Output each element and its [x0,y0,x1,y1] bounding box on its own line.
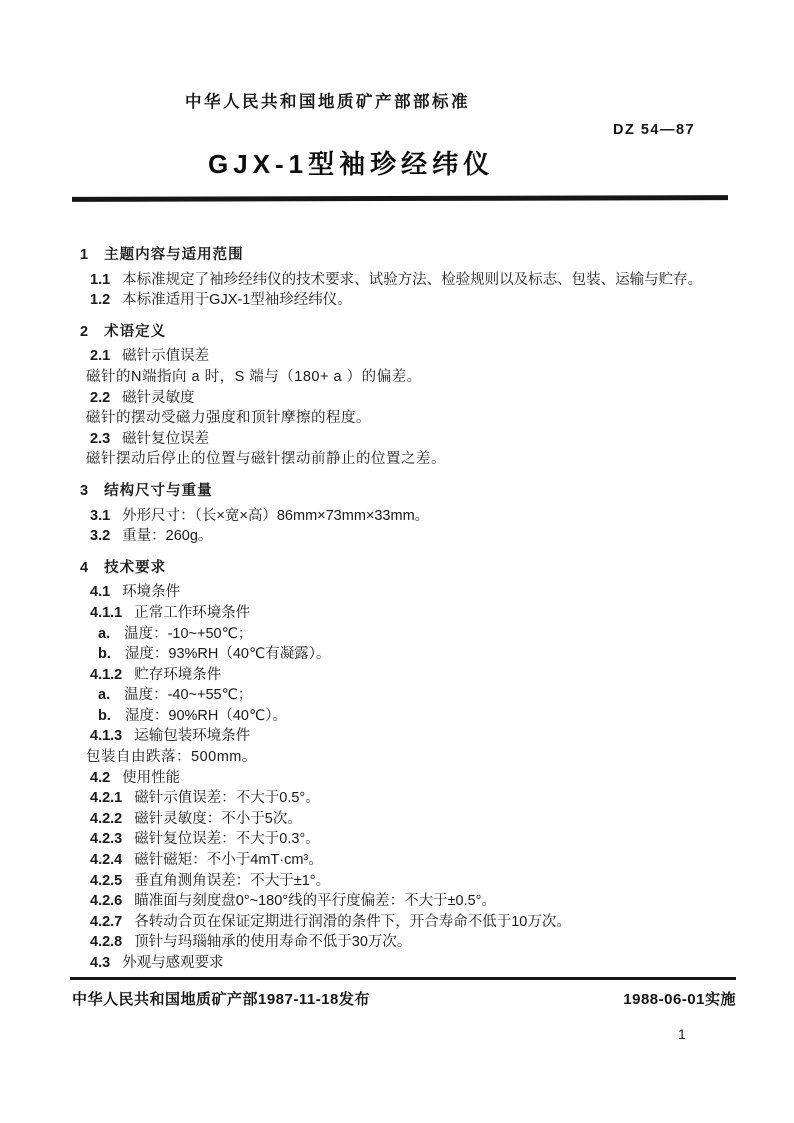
clause-number: 4.2.3 [90,831,123,848]
clause-text: 本标准适用于GJX-1型袖珍经纬仪。 [122,292,352,309]
clause-text: 顶针与玛瑙轴承的使用寿命不低于30万次。 [134,934,412,951]
clause-number: 4.1 [90,584,111,601]
clause-number: 3.1 [90,507,111,524]
section-item [90,582,728,603]
clause-text: 湿度：93%RH（40℃有凝露）。 [124,646,331,663]
clause-text: 术语定义 [104,323,167,340]
clause-text: 磁针灵敏度 [122,389,195,406]
section-item [90,526,728,547]
clause-number: 3 [80,482,90,499]
clause-number: 4.2.4 [90,852,123,869]
clause-number: 3.2 [90,528,111,545]
clause-text: 磁针摆动后停止的位置与磁针摆动前静止的位置之差。 [86,451,446,468]
clause-text: 重量：260g。 [122,528,213,545]
clause-text: 结构尺寸与重量 [104,482,213,499]
clause-number: 4.1.3 [90,728,123,745]
clause-number: 1 [80,247,90,263]
standard-number: DZ 54—87 [613,122,696,138]
section-item [90,726,728,747]
section-heading [80,481,728,502]
section-item [90,270,728,291]
section-item [90,891,728,912]
clause-text: 运输包装环境条件 [134,728,251,745]
clause-number: 4.2.1 [90,790,123,807]
paragraph-line [86,449,728,470]
clause-text: 技术要求 [104,559,167,576]
section-item [90,768,728,789]
clause-text: 磁针灵敏度：不小于5次。 [134,810,302,827]
clause-text: 主题内容与适用范围 [104,247,244,263]
clause-text: 磁针的N端指向 a 时，S 端与（180+ a ）的偏差。 [86,368,422,385]
clause-text: 垂直角测角误差：不大于±1°。 [134,872,331,889]
clause-text: 贮存环境条件 [134,666,222,683]
clause-text: 磁针的摆动受磁力强度和顶针摩擦的程度。 [86,410,371,427]
clause-text: 磁针磁矩：不小于4mT·cm³。 [134,852,323,869]
clause-text: 使用性能 [122,769,181,786]
clause-number: 4.2.8 [90,934,123,951]
section-item [90,932,728,953]
section-item [90,665,728,686]
clause-number: 4.2 [90,769,111,786]
clause-number: 4.2.5 [90,872,123,889]
document-body [80,234,728,974]
list-item [98,644,728,665]
clause-text: 正常工作环境条件 [134,604,251,621]
title-divider-rule [72,195,728,202]
clause-text: 瞄准面与刻度盘0°~180°线的平行度偏差：不大于±0.5°。 [134,893,496,910]
clause-number: 1.1 [90,271,111,288]
list-item [98,685,728,706]
clause-number: 4.2.2 [90,810,123,827]
clause-text: 外观与感观要求 [122,955,224,971]
paragraph-line [86,408,728,429]
clause-text: 磁针示值误差：不大于0.5°。 [134,790,320,807]
section-heading [80,245,728,266]
clause-number: b. [98,707,111,724]
clause-number: 2.1 [90,348,111,365]
clause-text: 磁针复位误差：不大于0.3°。 [134,831,320,848]
clause-number: b. [98,646,111,663]
section-item [90,429,728,450]
paragraph-line [86,367,728,388]
clause-number: 2.3 [90,430,111,447]
clause-number: 2 [80,323,90,340]
clause-text: 湿度：90%RH（40℃）。 [124,707,288,724]
clause-number: 4.2.6 [90,893,123,910]
clause-text: 外形尺寸：（长×宽×高）86mm×73mm×33mm。 [122,507,430,524]
list-item [98,624,728,645]
section-item [90,953,728,974]
page-number: 1 [678,1026,686,1042]
list-item [98,706,728,727]
section-item [90,346,728,367]
document-title: GJX-1型袖珍经纬仪 [208,149,495,179]
clause-number: 4.1.2 [90,666,123,683]
clause-text: 环境条件 [122,584,181,601]
clause-text: 本标准规定了袖珍经纬仪的技术要求、试验方法、检验规则以及标志、包装、运输与贮存。 [122,271,703,288]
section-item [90,912,728,933]
section-item [90,850,728,871]
section-heading [80,558,728,579]
footer-issued-by: 中华人民共和国地质矿产部1987-11-18发布 [72,991,370,1008]
clause-number: 2.2 [90,389,111,406]
clause-text: 磁针复位误差 [122,430,210,447]
clause-number: 4.1.1 [90,604,123,621]
clause-number: a. [98,687,111,704]
section-item [90,290,728,311]
section-heading [80,322,728,343]
clause-number: 4.3 [90,955,111,971]
org-standard-heading: 中华人民共和国地质矿产部部标准 [185,93,470,111]
clause-number: 1.2 [90,292,111,309]
clause-text: 包装自由跌落：500mm。 [86,749,257,766]
section-item [90,388,728,409]
clause-number: 4.2.7 [90,913,123,930]
footer-divider-rule [70,977,736,980]
clause-text: 温度：-10~+50℃； [124,625,253,642]
section-item [90,809,728,830]
paragraph-line [86,747,728,768]
footer-implemented-date: 1988-06-01实施 [623,991,736,1008]
section-item [90,603,728,624]
clause-number: a. [98,625,111,642]
clause-text: 温度：-40~+55℃； [124,687,253,704]
section-item [90,788,728,809]
section-item [90,506,728,527]
clause-text: 各转动合页在保证定期进行润滑的条件下，开合寿命不低于10万次。 [134,913,571,930]
clause-number: 4 [80,559,90,576]
clause-text: 磁针示值误差 [122,348,210,365]
section-item [90,871,728,892]
section-item [90,829,728,850]
